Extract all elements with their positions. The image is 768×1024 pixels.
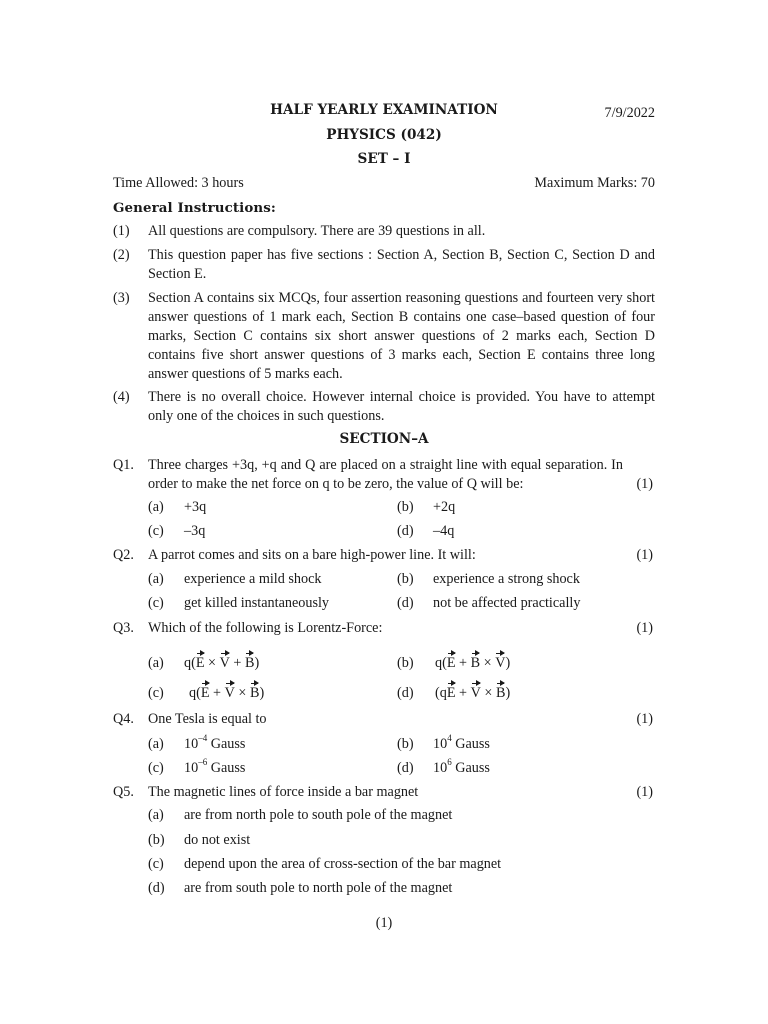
option-label: (a) xyxy=(148,807,164,823)
question-number: Q2. xyxy=(113,547,134,563)
vector-symbol: E xyxy=(195,655,205,671)
power-base: 10 xyxy=(433,760,448,776)
option-label: (b) xyxy=(148,832,165,848)
option-label: (c) xyxy=(148,523,164,539)
option-text: are from south pole to north pole of the magnet xyxy=(184,880,453,896)
instruction-number: (3) xyxy=(113,290,130,306)
option-label: (c) xyxy=(148,595,164,611)
instruction-text: This question paper has five sections : Section A, Section B, Section C, Section D and Section E. xyxy=(148,247,655,282)
power-unit: Gauss xyxy=(207,760,246,776)
question-text: One Tesla is equal to xyxy=(148,711,267,727)
option-text: not be affected practically xyxy=(433,595,581,611)
set-label: SET – I xyxy=(357,151,411,167)
power-base: 10 xyxy=(184,736,199,752)
question-marks: (1) xyxy=(636,620,653,636)
option-label: (b) xyxy=(397,571,414,587)
question-text: Three charges +3q, +q and Q are placed on a straight line with equal separation. In order to make the net force on q to be zero, the value of Q will be: xyxy=(148,457,623,492)
question-number: Q3. xyxy=(113,620,134,636)
question-marks: (1) xyxy=(636,711,653,727)
vector-symbol: E xyxy=(446,685,456,701)
option-text: –4q xyxy=(433,523,455,539)
vector-symbol: V xyxy=(224,685,235,701)
option-label: (d) xyxy=(397,760,414,776)
vector-symbol: B xyxy=(244,655,255,671)
vector-symbol: V xyxy=(495,655,506,671)
option-text: are from north pole to south pole of the magnet xyxy=(184,807,453,823)
option-label: (c) xyxy=(148,856,164,872)
question-number: Q4. xyxy=(113,711,134,727)
question-text: The magnetic lines of force inside a bar magnet xyxy=(148,784,419,800)
option-label: (a) xyxy=(148,499,164,515)
vector-symbol: V xyxy=(219,655,230,671)
option-text xyxy=(433,759,490,778)
power-unit: Gauss xyxy=(207,736,246,752)
power-base: 10 xyxy=(184,760,199,776)
power-exponent: –6 xyxy=(198,757,208,768)
option-label: (c) xyxy=(148,760,164,776)
option-label: (a) xyxy=(148,571,164,587)
option-text: depend upon the area of cross-section of the bar magnet xyxy=(184,856,502,872)
option-label: (b) xyxy=(397,499,414,515)
power-unit: Gauss xyxy=(451,760,490,776)
power-exponent: –4 xyxy=(198,733,208,744)
lorentz-option-d: (qE + V × B) xyxy=(435,685,511,701)
question-text: Which of the following is Lorentz-Force: xyxy=(148,620,383,636)
question-text: A parrot comes and sits on a bare high-power line. It will: xyxy=(148,547,476,563)
option-label: (b) xyxy=(397,736,414,752)
vector-symbol: B xyxy=(470,655,481,671)
option-text: experience a strong shock xyxy=(433,571,580,587)
vector-symbol: B xyxy=(249,685,260,701)
option-text xyxy=(184,735,245,754)
option-text: do not exist xyxy=(184,832,251,848)
subject-title: PHYSICS (042) xyxy=(326,127,442,143)
vector-symbol: E xyxy=(200,685,210,701)
section-a-heading: SECTION–A xyxy=(339,431,429,447)
lorentz-option-a: q(E × V + B) xyxy=(184,655,260,671)
option-text xyxy=(433,735,490,754)
exam-page xyxy=(113,0,655,1024)
instruction-number: (1) xyxy=(113,223,130,239)
instruction-number: (2) xyxy=(113,247,130,263)
option-label: (b) xyxy=(397,655,414,671)
question-marks: (1) xyxy=(636,784,653,800)
exam-date: 7/9/2022 xyxy=(604,105,655,121)
question-marks: (1) xyxy=(636,547,653,563)
option-label: (d) xyxy=(397,595,414,611)
power-exponent: 4 xyxy=(447,733,452,744)
vector-symbol: B xyxy=(495,685,506,701)
instruction-text: All questions are compulsory. There are 39 questions in all. xyxy=(148,223,486,239)
option-label: (d) xyxy=(397,685,414,701)
question-number: Q1. xyxy=(113,457,134,473)
option-text: get killed instantaneously xyxy=(184,595,329,611)
option-label: (d) xyxy=(148,880,165,896)
option-label: (d) xyxy=(397,523,414,539)
vector-symbol: V xyxy=(470,685,481,701)
lorentz-option-c: q(E + V × B) xyxy=(189,685,265,701)
power-unit: Gauss xyxy=(451,736,490,752)
maximum-marks: Maximum Marks: 70 xyxy=(534,175,655,191)
lorentz-option-b: q(E + B × V) xyxy=(435,655,511,671)
instructions-heading: General Instructions: xyxy=(113,200,276,216)
option-label: (a) xyxy=(148,655,164,671)
option-text xyxy=(184,759,245,778)
time-allowed: Time Allowed: 3 hours xyxy=(113,175,244,191)
question-marks: (1) xyxy=(636,476,653,492)
option-text: –3q xyxy=(184,523,206,539)
option-label: (c) xyxy=(148,685,164,701)
option-label: (a) xyxy=(148,736,164,752)
vector-symbol: E xyxy=(446,655,456,671)
instruction-text: Section A contains six MCQs, four assertion reasoning questions and fourteen very short answer questions of 1 mark each, Section B contains one case–based question of four marks, Section C contains six short answer questions of 2 marks each, Section D contains five short answer questions of 3 marks each, Section E contains three long answer questions of 5 marks each. xyxy=(148,290,655,382)
option-text: experience a mild shock xyxy=(184,571,322,587)
option-text: +3q xyxy=(184,499,207,515)
instruction-number: (4) xyxy=(113,389,130,405)
question-number: Q5. xyxy=(113,784,134,800)
exam-title: HALF YEARLY EXAMINATION xyxy=(270,102,498,118)
instruction-text: There is no overall choice. However internal choice is provided. You have to attempt only one of the choices in such questions. xyxy=(148,389,655,424)
power-exponent: 6 xyxy=(447,757,452,768)
power-base: 10 xyxy=(433,736,448,752)
page-number: (1) xyxy=(375,915,393,931)
option-text: +2q xyxy=(433,499,456,515)
